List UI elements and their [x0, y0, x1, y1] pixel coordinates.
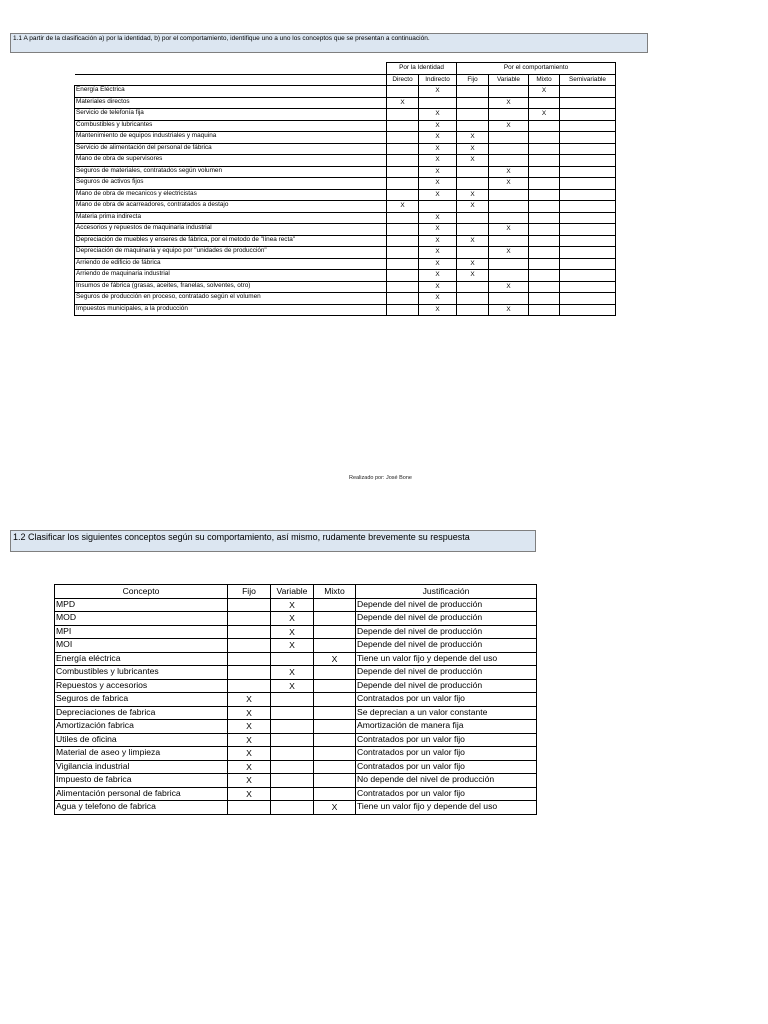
mark-variable: X [271, 679, 314, 693]
mark-mixto [314, 760, 356, 774]
table-row [75, 109, 616, 121]
mark-variable [489, 293, 529, 305]
mark-variable [271, 733, 314, 747]
concept-label: MOI [55, 639, 228, 653]
mark-mixto [314, 693, 356, 707]
table-row [75, 293, 616, 305]
header-blank [75, 74, 387, 86]
mark-semivariable [560, 97, 616, 109]
mark-directo [387, 235, 419, 247]
mark-mixto [314, 625, 356, 639]
concept-label: Insumos de fábrica (grasas, aceites, franelas, solventes, otro) [75, 281, 387, 293]
mark-indirecto: X [419, 212, 457, 224]
mark-directo [387, 109, 419, 121]
mark-indirecto: X [419, 189, 457, 201]
mark-semivariable [560, 109, 616, 121]
mark-semivariable [560, 155, 616, 167]
mark-indirecto: X [419, 109, 457, 121]
mark-mixto [314, 720, 356, 734]
mark-fijo [457, 224, 489, 236]
mark-indirecto: X [419, 120, 457, 132]
mark-mixto [529, 270, 560, 282]
mark-fijo: X [457, 143, 489, 155]
mark-indirecto: X [419, 224, 457, 236]
concept-label: Vigilancia industrial [55, 760, 228, 774]
table-row [75, 189, 616, 201]
table-row [55, 625, 537, 639]
mark-fijo [457, 166, 489, 178]
concept-label: Materia prima indirecta [75, 212, 387, 224]
mark-variable [489, 109, 529, 121]
header-variable: Variable [489, 74, 529, 86]
mark-semivariable [560, 281, 616, 293]
mark-indirecto: X [419, 304, 457, 316]
mark-mixto [314, 733, 356, 747]
table-row [75, 166, 616, 178]
mark-indirecto: X [419, 293, 457, 305]
mark-variable: X [489, 178, 529, 190]
mark-directo [387, 270, 419, 282]
mark-variable [489, 201, 529, 213]
concept-label: Depreciaciones de fabrica [55, 706, 228, 720]
mark-semivariable [560, 120, 616, 132]
header-justificacion: Justificación [356, 585, 537, 599]
mark-fijo: X [228, 787, 271, 801]
table-row [75, 155, 616, 167]
mark-directo [387, 281, 419, 293]
mark-mixto [529, 293, 560, 305]
table-row [75, 281, 616, 293]
table-row [55, 693, 537, 707]
table-row [55, 652, 537, 666]
mark-directo [387, 224, 419, 236]
justification-text: Depende del nivel de producción [356, 679, 537, 693]
mark-fijo [228, 679, 271, 693]
mark-fijo: X [228, 774, 271, 788]
mark-semivariable [560, 143, 616, 155]
justification-text: Tiene un valor fijo y depende del uso [356, 652, 537, 666]
concept-label: Energía Eléctrica [75, 86, 387, 98]
mark-semivariable [560, 235, 616, 247]
mark-mixto [529, 281, 560, 293]
mark-variable: X [489, 224, 529, 236]
table-row [55, 760, 537, 774]
mark-fijo: X [228, 706, 271, 720]
mark-directo [387, 212, 419, 224]
mark-mixto: X [529, 86, 560, 98]
mark-mixto [529, 201, 560, 213]
concept-label: Repuestos y accesorios [55, 679, 228, 693]
mark-variable: X [489, 166, 529, 178]
mark-semivariable [560, 178, 616, 190]
mark-semivariable [560, 189, 616, 201]
mark-mixto [314, 666, 356, 680]
mark-indirecto: X [419, 132, 457, 144]
concept-label: Arriendo de maquinaria industrial [75, 270, 387, 282]
mark-mixto [314, 706, 356, 720]
justification-text: Depende del nivel de producción [356, 625, 537, 639]
justification-text: Contratados por un valor fijo [356, 760, 537, 774]
table-row [75, 143, 616, 155]
justification-text: Contratados por un valor fijo [356, 787, 537, 801]
mark-mixto [529, 258, 560, 270]
mark-variable [271, 801, 314, 815]
mark-mixto [529, 120, 560, 132]
header-indirecto: Indirecto [419, 74, 457, 86]
table-row [55, 733, 537, 747]
mark-fijo [457, 109, 489, 121]
mark-semivariable [560, 224, 616, 236]
concept-label: Energía eléctrica [55, 652, 228, 666]
concept-label: Mano de obra de supervisores [75, 155, 387, 167]
mark-variable [489, 235, 529, 247]
mark-fijo: X [457, 235, 489, 247]
header-fijo: Fijo [228, 585, 271, 599]
concept-label: Material de aseo y limpieza [55, 747, 228, 761]
mark-mixto [529, 247, 560, 259]
mark-mixto [529, 166, 560, 178]
concept-label: Impuestos municipales, a la producción [75, 304, 387, 316]
mark-mixto [314, 639, 356, 653]
concept-label: Mano de obra de mecanicos y electricistas [75, 189, 387, 201]
concept-label: Agua y telefono de fabrica [55, 801, 228, 815]
mark-variable [489, 212, 529, 224]
concept-label: Seguros de fabrica [55, 693, 228, 707]
table-row [55, 787, 537, 801]
mark-variable: X [271, 666, 314, 680]
mark-indirecto: X [419, 155, 457, 167]
header-semivariable: Semivariable [560, 74, 616, 86]
mark-mixto [529, 189, 560, 201]
mark-directo [387, 293, 419, 305]
mark-directo [387, 247, 419, 259]
mark-fijo [457, 86, 489, 98]
mark-semivariable [560, 201, 616, 213]
mark-indirecto: X [419, 270, 457, 282]
justification-text: Contratados por un valor fijo [356, 693, 537, 707]
mark-directo [387, 178, 419, 190]
mark-variable [489, 86, 529, 98]
mark-semivariable [560, 293, 616, 305]
mark-indirecto: X [419, 258, 457, 270]
mark-directo [387, 258, 419, 270]
mark-fijo [228, 598, 271, 612]
classification-table-2 [54, 584, 537, 815]
author-credit: Realizado por: José Bone [349, 475, 412, 481]
mark-semivariable [560, 270, 616, 282]
mark-mixto: X [529, 109, 560, 121]
mark-variable: X [271, 612, 314, 626]
mark-fijo [457, 304, 489, 316]
header-concepto: Concepto [55, 585, 228, 599]
mark-indirecto: X [419, 178, 457, 190]
mark-variable: X [489, 97, 529, 109]
mark-directo: X [387, 201, 419, 213]
mark-fijo [457, 178, 489, 190]
mark-indirecto: X [419, 166, 457, 178]
mark-mixto [529, 212, 560, 224]
table-row [55, 666, 537, 680]
mark-semivariable [560, 86, 616, 98]
concept-label: MOD [55, 612, 228, 626]
justification-text: Contratados por un valor fijo [356, 733, 537, 747]
header-mixto: Mixto [529, 74, 560, 86]
concept-label: Seguros de materiales, contratados según volumen [75, 166, 387, 178]
mark-fijo [457, 247, 489, 259]
header-variable: Variable [271, 585, 314, 599]
header-group-identidad: Por la Identidad [387, 63, 457, 75]
table-row [75, 224, 616, 236]
justification-text: Depende del nivel de producción [356, 666, 537, 680]
mark-mixto [529, 155, 560, 167]
table-row [55, 720, 537, 734]
mark-variable [489, 132, 529, 144]
mark-fijo [228, 612, 271, 626]
justification-text: Se deprecian a un valor constante [356, 706, 537, 720]
concept-label: Accesorios y repuestos de maquinaria industrial [75, 224, 387, 236]
mark-fijo [457, 281, 489, 293]
header-group-comportamiento: Por el comportamiento [457, 63, 616, 75]
mark-directo [387, 132, 419, 144]
mark-mixto [529, 143, 560, 155]
mark-variable [271, 787, 314, 801]
mark-semivariable [560, 166, 616, 178]
mark-mixto [314, 598, 356, 612]
table-row [75, 97, 616, 109]
mark-fijo [457, 293, 489, 305]
concept-label: Utiles de oficina [55, 733, 228, 747]
mark-mixto [529, 178, 560, 190]
table-row [75, 270, 616, 282]
mark-indirecto [419, 201, 457, 213]
justification-text: Depende del nivel de producción [356, 639, 537, 653]
mark-fijo [228, 801, 271, 815]
mark-fijo [457, 120, 489, 132]
header-mixto: Mixto [314, 585, 356, 599]
concept-label: Servicio de alimentación del personal de fábrica [75, 143, 387, 155]
mark-directo [387, 189, 419, 201]
section1-title: 1.1 A partir de la clasificación a) por la identidad, b) por el comportamiento, identifique uno a uno los conceptos que se presentan a continuación. [10, 33, 648, 53]
table-row [55, 679, 537, 693]
concept-label: MPI [55, 625, 228, 639]
mark-semivariable [560, 247, 616, 259]
mark-fijo: X [228, 720, 271, 734]
concept-label: Amortización fabrica [55, 720, 228, 734]
mark-mixto [529, 132, 560, 144]
concept-label: Depreciación de maquinaria y equipo por "unidades de producción" [75, 247, 387, 259]
mark-semivariable [560, 212, 616, 224]
mark-directo [387, 166, 419, 178]
table-row [75, 235, 616, 247]
mark-indirecto: X [419, 247, 457, 259]
mark-variable [489, 258, 529, 270]
mark-mixto [314, 787, 356, 801]
mark-directo [387, 304, 419, 316]
mark-fijo [228, 652, 271, 666]
mark-variable: X [271, 639, 314, 653]
mark-fijo: X [228, 733, 271, 747]
mark-fijo: X [228, 760, 271, 774]
mark-variable [489, 155, 529, 167]
justification-text: No depende del nivel de producción [356, 774, 537, 788]
mark-mixto [314, 612, 356, 626]
table-row [75, 120, 616, 132]
mark-mixto [529, 235, 560, 247]
justification-text: Depende del nivel de producción [356, 612, 537, 626]
table-row [75, 212, 616, 224]
mark-variable [271, 774, 314, 788]
table-row [55, 639, 537, 653]
justification-text: Amortización de manera fija [356, 720, 537, 734]
mark-fijo: X [457, 189, 489, 201]
concept-label: Mantenimiento de equipos industriales y maquina [75, 132, 387, 144]
table-row [55, 598, 537, 612]
table-row [55, 612, 537, 626]
mark-variable: X [489, 304, 529, 316]
mark-mixto [314, 679, 356, 693]
section2-title: 1.2 Clasificar los siguientes conceptos según su comportamiento, así mismo, rudamente brevemente su respuesta [10, 530, 536, 552]
mark-semivariable [560, 258, 616, 270]
concept-label: Seguros de activos fijos [75, 178, 387, 190]
mark-variable [489, 143, 529, 155]
table-row [55, 706, 537, 720]
classification-table-1 [74, 62, 616, 316]
mark-variable: X [489, 120, 529, 132]
mark-variable [271, 652, 314, 666]
table-row [75, 178, 616, 190]
header-fijo: Fijo [457, 74, 489, 86]
concept-label: Combustibles y lubricantes [75, 120, 387, 132]
table-row [55, 801, 537, 815]
mark-directo: X [387, 97, 419, 109]
table-row [75, 258, 616, 270]
justification-text: Tiene un valor fijo y depende del uso [356, 801, 537, 815]
concept-label: Arriendo de edificio de fábrica [75, 258, 387, 270]
justification-text: Contratados por un valor fijo [356, 747, 537, 761]
concept-label: Seguros de producción en proceso, contratado según el volumen [75, 293, 387, 305]
table-row [75, 247, 616, 259]
table-row [55, 747, 537, 761]
mark-fijo: X [457, 132, 489, 144]
mark-fijo: X [228, 747, 271, 761]
mark-fijo [228, 625, 271, 639]
concept-label: Depreciación de muebles y enseres de fábrica, por el metodo de "línea recta" [75, 235, 387, 247]
mark-variable [271, 747, 314, 761]
mark-fijo: X [457, 201, 489, 213]
mark-mixto [529, 304, 560, 316]
table-row [75, 86, 616, 98]
mark-variable [271, 706, 314, 720]
mark-variable: X [489, 247, 529, 259]
mark-mixto [529, 224, 560, 236]
concept-label: Alimentación personal de fabrica [55, 787, 228, 801]
mark-indirecto: X [419, 281, 457, 293]
mark-fijo: X [457, 270, 489, 282]
mark-fijo [228, 666, 271, 680]
mark-variable [489, 270, 529, 282]
mark-directo [387, 120, 419, 132]
mark-fijo: X [457, 155, 489, 167]
table-row [75, 132, 616, 144]
table-row [75, 304, 616, 316]
mark-mixto [314, 747, 356, 761]
mark-directo [387, 143, 419, 155]
mark-indirecto [419, 97, 457, 109]
mark-fijo [457, 212, 489, 224]
mark-fijo [228, 639, 271, 653]
mark-variable [271, 693, 314, 707]
concept-label: Mano de obra de acarreadores, contratados a destajo [75, 201, 387, 213]
mark-directo [387, 86, 419, 98]
mark-indirecto: X [419, 86, 457, 98]
header-blank [75, 63, 387, 75]
mark-fijo [457, 97, 489, 109]
mark-mixto: X [314, 652, 356, 666]
mark-mixto [314, 774, 356, 788]
mark-directo [387, 155, 419, 167]
concept-label: Materiales directos [75, 97, 387, 109]
mark-variable: X [489, 281, 529, 293]
mark-variable: X [271, 625, 314, 639]
mark-variable [489, 189, 529, 201]
mark-mixto [529, 97, 560, 109]
table-row [55, 774, 537, 788]
concept-label: MPD [55, 598, 228, 612]
mark-variable: X [271, 598, 314, 612]
table-row [75, 201, 616, 213]
justification-text: Depende del nivel de producción [356, 598, 537, 612]
mark-fijo: X [228, 693, 271, 707]
mark-variable [271, 760, 314, 774]
mark-indirecto: X [419, 235, 457, 247]
mark-semivariable [560, 304, 616, 316]
header-directo: Directo [387, 74, 419, 86]
mark-semivariable [560, 132, 616, 144]
concept-label: Combustibles y lubricantes [55, 666, 228, 680]
concept-label: Impuesto de fabrica [55, 774, 228, 788]
mark-variable [271, 720, 314, 734]
mark-indirecto: X [419, 143, 457, 155]
mark-fijo: X [457, 258, 489, 270]
concept-label: Servicio de telefonía fija [75, 109, 387, 121]
mark-mixto: X [314, 801, 356, 815]
